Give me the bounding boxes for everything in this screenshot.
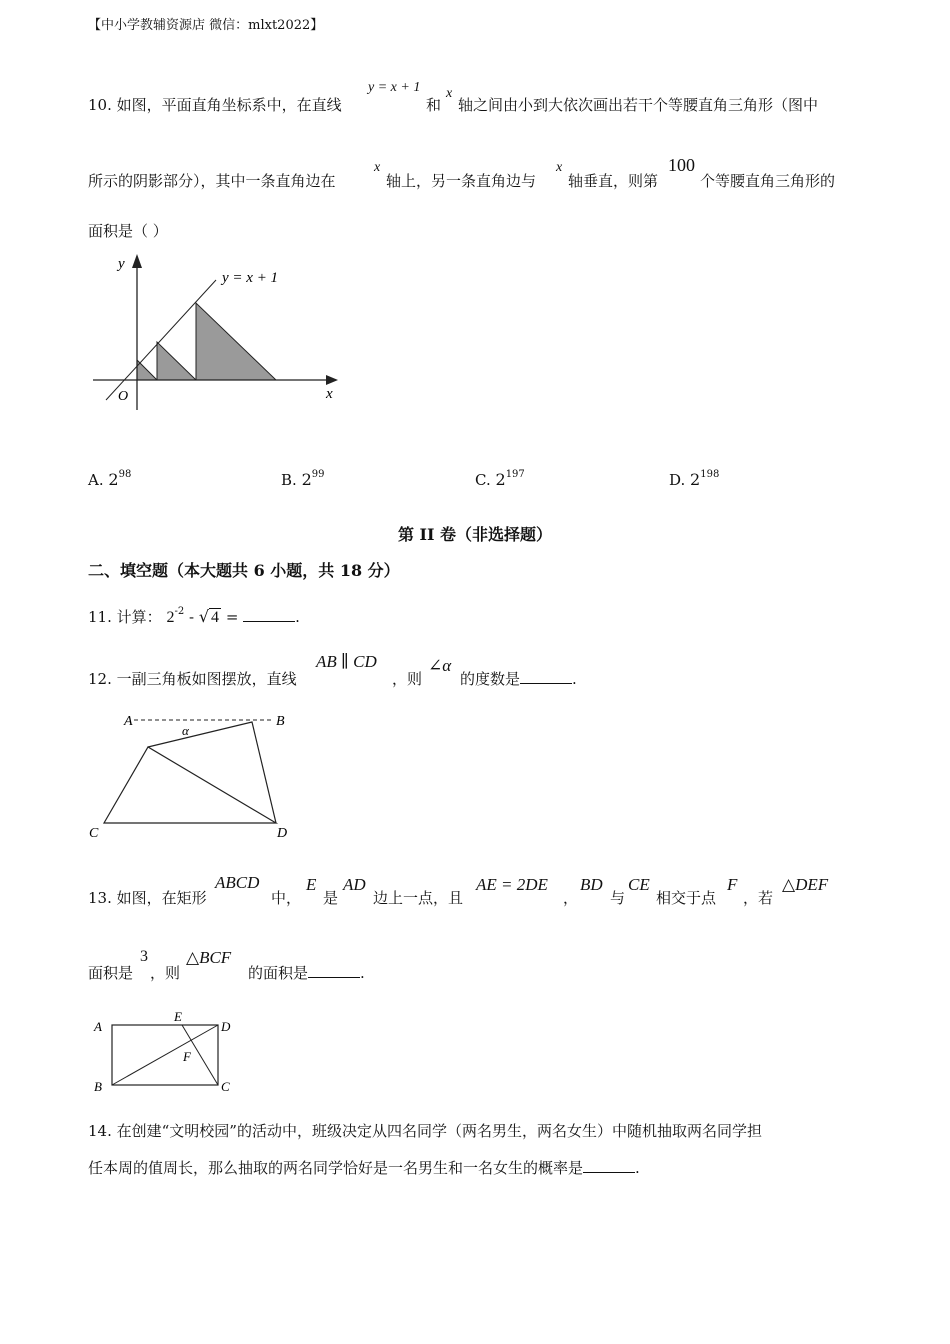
q10-figure — [88, 250, 348, 410]
q13-answer-blank[interactable] — [308, 963, 360, 978]
q13-figure — [86, 1005, 246, 1100]
option-b[interactable]: B. $2^{99}$ — [281, 469, 325, 489]
q12-angle: ∠α — [428, 656, 452, 675]
triangle-plate-1 — [104, 747, 276, 823]
q14-line1: 14. 在创建“文明校园”的活动中，班级决定从四名同学（两名男生，两名女生）中随机抽取两名同学担 — [88, 1122, 762, 1140]
section-title: 第 II 卷（非选择题） — [397, 525, 553, 544]
q10-number: 10. — [88, 96, 112, 114]
q14-line2: 任本周的值周长，那么抽取的两名同学恰好是一名男生和一名女生的概率是 . — [88, 1159, 640, 1177]
label-alpha: α — [182, 723, 189, 738]
x-axis-arrow — [326, 375, 338, 385]
option-a[interactable]: A. $2^{98}$ — [88, 469, 132, 489]
q11-answer-blank[interactable] — [243, 607, 295, 622]
svg-text:D: D — [221, 1019, 231, 1034]
option-d[interactable]: D. $2^{198}$ — [669, 469, 720, 489]
page-header: 【中小学教辅资源店 微信：mlxt2022】 — [88, 18, 324, 33]
q12-parallel-expr: AB ∥ CD — [316, 652, 377, 671]
q14-answer-blank[interactable] — [583, 1158, 635, 1173]
label-d: D — [277, 826, 288, 841]
label-c: C — [89, 826, 99, 841]
q11: 11. 计算： $2^{-2}$ - √ 4 = . — [88, 606, 300, 626]
triangle-plate-2 — [148, 722, 276, 823]
diagonal-bd — [112, 1025, 218, 1085]
q10-line-equation: y = x + 1 — [368, 80, 421, 95]
line-label: y = x + 1 — [222, 270, 279, 286]
q12-text-1: 12. 一副三角板如图摆放，直线 — [88, 670, 297, 688]
label-b: B — [276, 714, 285, 729]
triangle-2 — [157, 342, 196, 380]
label-a: A — [124, 714, 133, 729]
svg-text:A: A — [94, 1019, 102, 1034]
svg-text:F: F — [183, 1049, 191, 1064]
section-heading: 二、填空题（本大题共 6 小题，共 18 分） — [88, 561, 400, 580]
q13-relation: AE = 2DE — [476, 875, 548, 894]
svg-text:C: C — [221, 1079, 230, 1094]
y-axis-label: y — [118, 256, 125, 272]
q12-figure — [84, 705, 304, 845]
q10-number-100: 100 — [668, 155, 695, 175]
y-axis-arrow — [132, 254, 142, 268]
svg-text:B: B — [94, 1079, 102, 1094]
svg-text:E: E — [174, 1009, 182, 1024]
x-axis-label: x — [326, 386, 333, 402]
q12-answer-blank[interactable] — [520, 669, 572, 684]
q12-text-2: 的度数是 . — [460, 670, 577, 688]
q10-line1: 10. 如图，平面直角坐标系中，在直线 — [88, 96, 342, 114]
origin-label: O — [118, 389, 129, 404]
triangle-3 — [196, 303, 276, 380]
option-c[interactable]: C. $2^{197}$ — [475, 469, 525, 489]
